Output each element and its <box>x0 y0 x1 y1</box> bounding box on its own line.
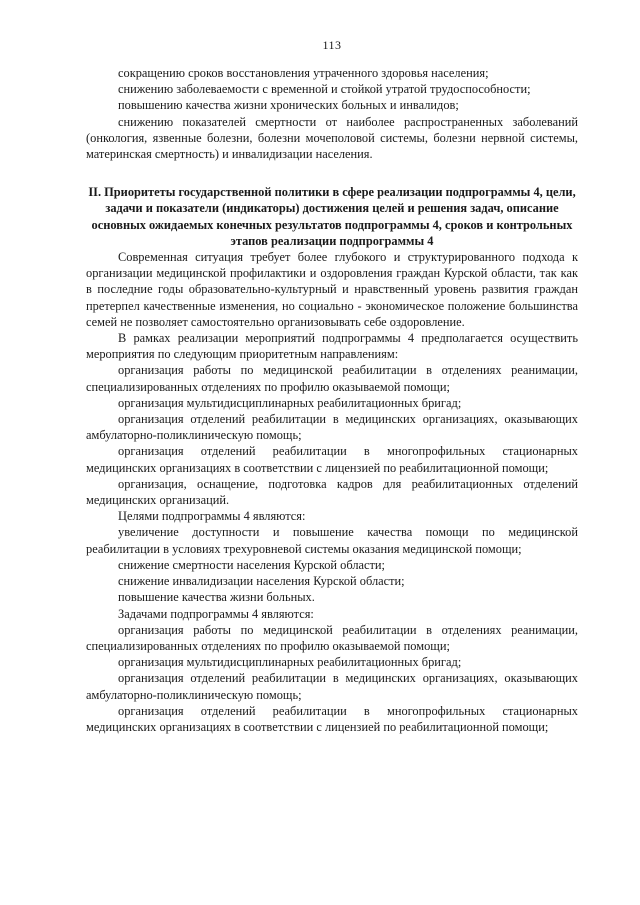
paragraph: организация отделений реабилитации в медицинских организациях, оказывающих амбулаторно-поликлиническую помощь; <box>86 671 578 702</box>
paragraph: повышение качества жизни больных. <box>118 590 315 605</box>
document-body <box>86 65 578 735</box>
paragraph: организация работы по медицинской реабилитации в отделениях реанимации, специализированных отделениях по профилю оказываемой помощи; <box>86 363 578 394</box>
paragraph: организация, оснащение, подготовка кадров для реабилитационных отделений медицинских организаций. <box>86 476 578 508</box>
intro-item: снижению показателей смертности от наиболее распространенных заболеваний (онкология, язвенные болезни, болезни мочеполовой системы, болезни нервной системы, материнская смертность) и инвалидизации населения. <box>86 114 578 162</box>
paragraph: организация отделений реабилитации в многопрофильных стационарных медицинских организациях в соответствии с лицензией по реабилитационной помощи; <box>86 703 578 734</box>
paragraph: организация мультидисциплинарных реабилитационных бригад; <box>118 395 462 410</box>
paragraph: организация отделений реабилитации в медицинских организациях, оказывающих амбулаторно-поликлиническую помощь; <box>86 412 578 443</box>
paragraph: организация работы по медицинской реабилитации в отделениях реанимации, специализированных отделениях по профилю оказываемой помощи; <box>86 622 578 653</box>
paragraph: В рамках реализации мероприятий подпрограммы 4 предполагается осуществить мероприятия по следующим приоритетным направлениям: <box>86 331 578 362</box>
paragraph: снижение инвалидизации населения Курской области; <box>118 574 405 589</box>
intro-item: сокращению сроков восстановления утраченного здоровья населения; <box>118 66 489 80</box>
paragraph: Современная ситуация требует более глубокого и структурированного подхода к организации медицинской профилактики и оздоровления граждан Курской области, так как в последние годы образовательно-культурный и нравственный уровень развития граждан претерпел качественные изменения, но социально - экономическое положение большинства семей не позволяет самостоятельно организовывать себе оздоровление. <box>86 250 578 329</box>
paragraph: организация мультидисциплинарных реабилитационных бригад; <box>118 655 462 670</box>
intro-item: снижению заболеваемости с временной и стойкой утратой трудоспособности; <box>118 82 531 97</box>
paragraph: Задачами подпрограммы 4 являются: <box>118 606 314 621</box>
section-heading: II. Приоритеты государственной политики в сфере реализации подпрограммы 4, цели, задачи и показатели (индикаторы) достижения целей и решения задач, описание основных ожидаемых конечных результатов подпрограммы 4, сроков и контрольных этапов реализации подпрограммы 4 <box>88 185 576 248</box>
page-number: 113 <box>322 38 342 52</box>
intro-item: повышению качества жизни хронических больных и инвалидов; <box>118 98 459 113</box>
paragraph: увеличение доступности и повышение качества помощи по медицинской реабилитации в условиях трехуровневой системы оказания медицинской помощи; <box>86 525 578 556</box>
paragraph: организация отделений реабилитации в многопрофильных стационарных медицинских организациях в соответствии с лицензией по реабилитационной помощи; <box>86 444 578 475</box>
paragraph: Целями подпрограммы 4 являются: <box>118 509 306 524</box>
paragraph: снижение смертности населения Курской области; <box>118 557 386 572</box>
